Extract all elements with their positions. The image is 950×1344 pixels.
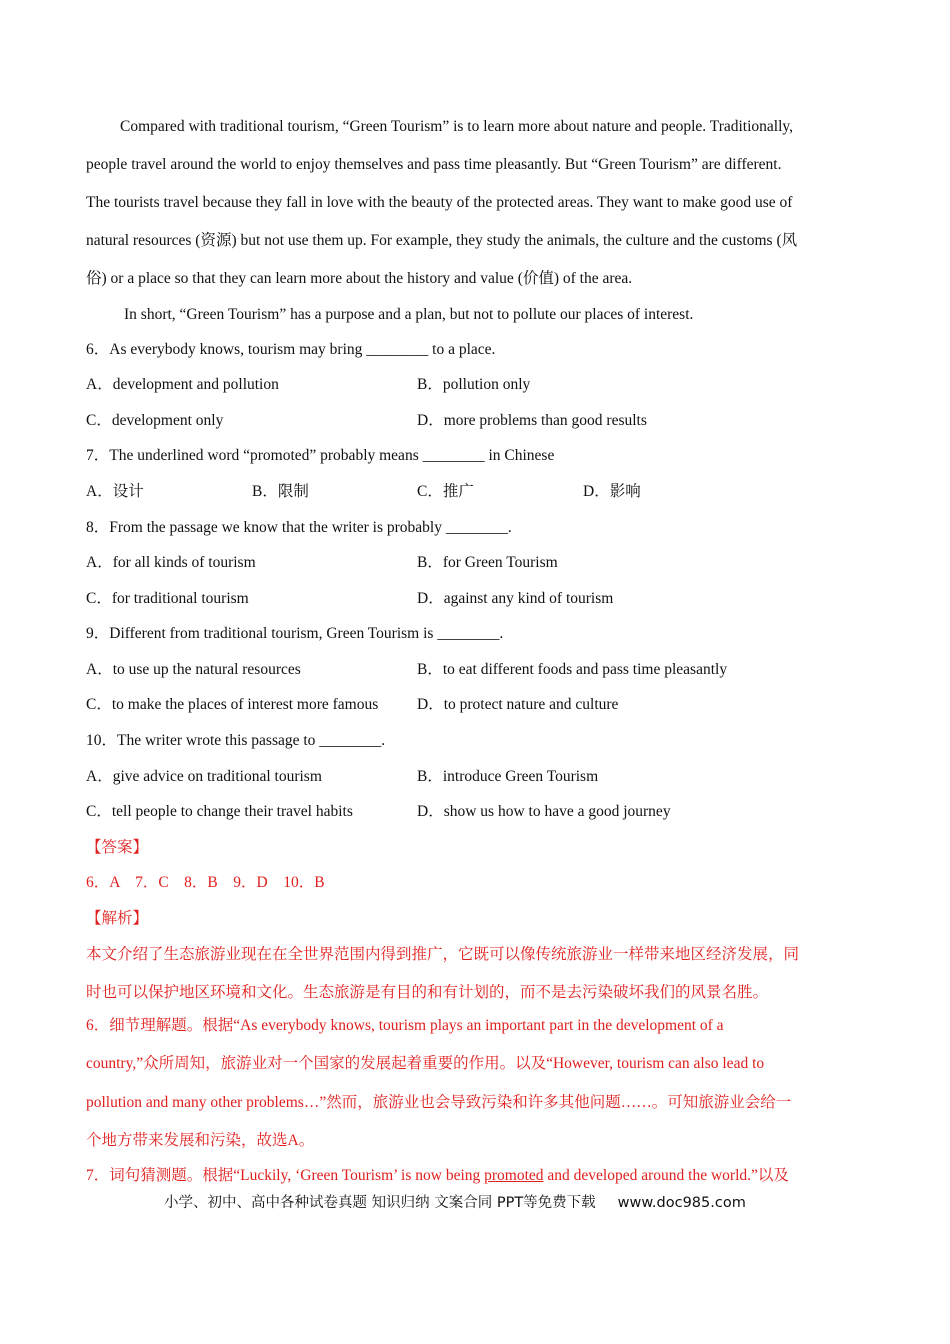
question-10-option-b: B．introduce Green Tourism xyxy=(417,768,599,785)
question-8-option-b: B．for Green Tourism xyxy=(417,554,558,571)
analysis-q7-text-post: and developed around the world.”以及 xyxy=(543,1167,789,1184)
passage-p1-line5: 俗) or a place so that they can learn more about the history and value (价值) of the area. xyxy=(86,270,633,287)
question-9-stem: 9．Different from traditional tourism, Green Tourism is ________. xyxy=(86,625,504,642)
question-7-option-b: B．限制 xyxy=(252,483,309,500)
question-10-option-d: D．show us how to have a good journey xyxy=(417,803,671,820)
question-9-option-d: D．to protect nature and culture xyxy=(417,696,619,713)
question-9-option-a: A．to use up the natural resources xyxy=(86,661,301,678)
answer-values: 6．A 7．C 8．B 9．D 10．B xyxy=(86,874,325,891)
question-8-stem: 8．From the passage we know that the writer is probably ________. xyxy=(86,519,512,536)
analysis-summary-line2: 时也可以保护地区环境和文化。生态旅游是有目的和有计划的，而不是去污染破坏我们的风景名胜。 xyxy=(86,984,769,1001)
question-8-option-c: C．for traditional tourism xyxy=(86,590,249,607)
question-6-stem: 6．As everybody knows, tourism may bring ________ to a place. xyxy=(86,341,496,358)
analysis-q6-line2: country,”众所周知，旅游业对一个国家的发展起着重要的作用。以及“However, tourism can also lead to xyxy=(86,1055,765,1072)
question-7-option-a: A．设计 xyxy=(86,483,144,500)
question-7-option-d: D．影响 xyxy=(583,483,641,500)
passage-p2: In short, “Green Tourism” has a purpose and a plan, but not to pollute our places of interest. xyxy=(124,306,694,323)
question-7-option-c: C．推广 xyxy=(417,483,474,500)
question-6-option-a: A．development and pollution xyxy=(86,376,279,393)
question-10-option-a: A．give advice on traditional tourism xyxy=(86,768,322,785)
question-9-option-b: B．to eat different foods and pass time pleasantly xyxy=(417,661,728,678)
page-footer xyxy=(164,1191,746,1212)
analysis-heading: 【解析】 xyxy=(86,910,149,927)
footer-url[interactable]: www.doc985.com xyxy=(617,1195,746,1211)
passage-p1-line4: natural resources (资源) but not use them up. For example, they study the animals, the culture and the customs (风 xyxy=(86,232,798,249)
question-8-option-d: D．against any kind of tourism xyxy=(417,590,614,607)
question-10-option-c: C．tell people to change their travel habits xyxy=(86,803,353,820)
question-6-option-d: D．more problems than good results xyxy=(417,412,647,429)
footer-text: 小学、初中、高中各种试卷真题 知识归纳 文案合同 PPT等免费下载 xyxy=(164,1195,596,1211)
analysis-q6-line4: 个地方带来发展和污染，故选A。 xyxy=(86,1132,315,1149)
analysis-q6-line3: pollution and many other problems…”然而，旅游业也会导致污染和许多其他问题……。可知旅游业会给一 xyxy=(86,1094,792,1111)
question-6-option-c: C．development only xyxy=(86,412,224,429)
analysis-q7-underlined-word: promoted xyxy=(484,1167,544,1184)
question-6-option-b: B．pollution only xyxy=(417,376,531,393)
question-8-option-a: A．for all kinds of tourism xyxy=(86,554,256,571)
question-10-stem: 10．The writer wrote this passage to ________. xyxy=(86,732,386,749)
passage-p1-line3: The tourists travel because they fall in love with the beauty of the protected areas. They want to make good use of xyxy=(86,194,793,211)
analysis-q6-line1: 6．细节理解题。根据“As everybody knows, tourism plays an important part in the development of a xyxy=(86,1017,724,1034)
question-9-option-c: C．to make the places of interest more famous xyxy=(86,696,379,713)
answer-heading: 【答案】 xyxy=(86,839,149,856)
question-7-stem: 7．The underlined word “promoted” probably means ________ in Chinese xyxy=(86,447,555,464)
analysis-summary-line1: 本文介绍了生态旅游业现在在全世界范围内得到推广，它既可以像传统旅游业一样带来地区经济发展，同 xyxy=(86,946,800,963)
passage-p1-line1: Compared with traditional tourism, “Green Tourism” is to learn more about nature and people. Traditionally, xyxy=(120,118,794,135)
analysis-q7-text-pre: 7．词句猜测题。根据“Luckily, ‘Green Tourism’ is now being xyxy=(86,1167,485,1184)
analysis-q7-line1 xyxy=(86,1166,789,1186)
passage-p1-line2: people travel around the world to enjoy themselves and pass time pleasantly. But “Green Tourism” are different. xyxy=(86,156,782,173)
